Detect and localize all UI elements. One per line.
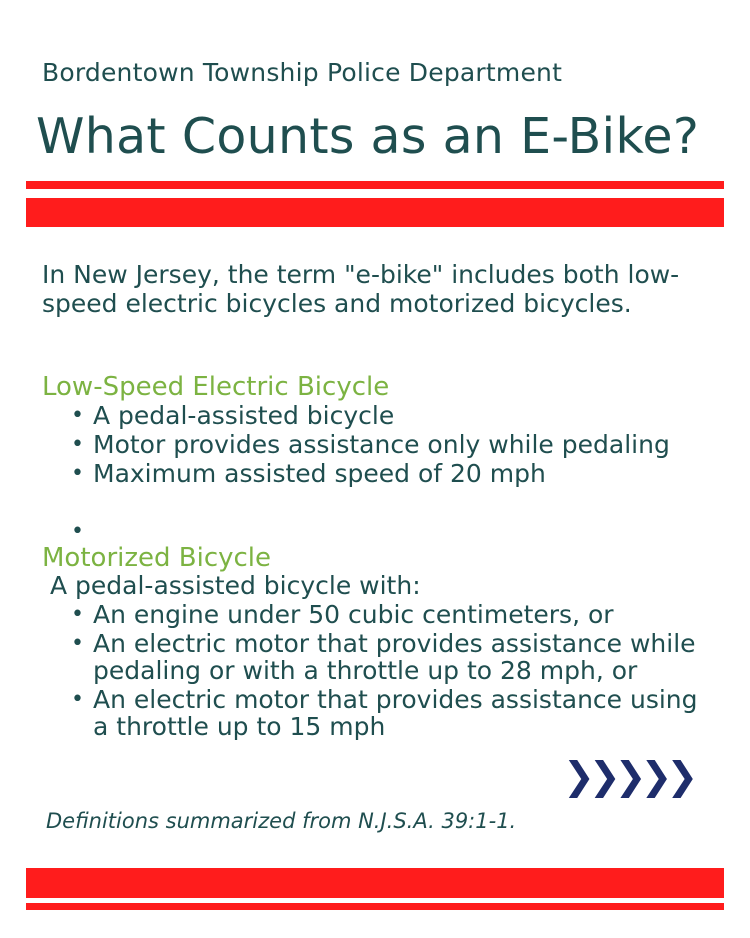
- list-item: • An electric motor that provides assistance using a throttle up to 15 mph: [66, 686, 716, 740]
- list-item: • An electric motor that provides assistance while pedaling or with a throttle up to 28 mph, or: [66, 630, 716, 684]
- section-heading-low-speed: Low-Speed Electric Bicycle: [42, 372, 390, 402]
- low-speed-bullet-list: [66, 402, 716, 489]
- department-name: Bordentown Township Police Department: [42, 58, 563, 87]
- list-item: • An engine under 50 cubic centimeters, or: [66, 601, 716, 628]
- list-item: • Motor provides assistance only while pedaling: [66, 431, 716, 458]
- intro-paragraph: In New Jersey, the term "e-bike" includes both low-speed electric bicycles and motorized bicycles.: [42, 260, 680, 318]
- bottom-thin-stripe: [26, 903, 724, 910]
- page-title: What Counts as an E-Bike?: [36, 108, 700, 165]
- list-item: • A pedal-assisted bicycle: [66, 402, 716, 429]
- empty-bullet: •: [71, 519, 84, 544]
- double-chevron-right-icon: ❯❯❯❯❯: [563, 754, 693, 798]
- bottom-thick-stripe: [26, 868, 724, 898]
- section-heading-motorized: Motorized Bicycle: [42, 543, 272, 573]
- footnote: Definitions summarized from N.J.S.A. 39:1-1.: [46, 809, 517, 833]
- list-item: • Maximum assisted speed of 20 mph: [66, 460, 716, 487]
- motorized-subheading: A pedal-assisted bicycle with:: [50, 571, 421, 600]
- top-thick-stripe: [26, 198, 724, 227]
- top-thin-stripe: [26, 181, 724, 189]
- motorized-bullet-list: [66, 601, 716, 742]
